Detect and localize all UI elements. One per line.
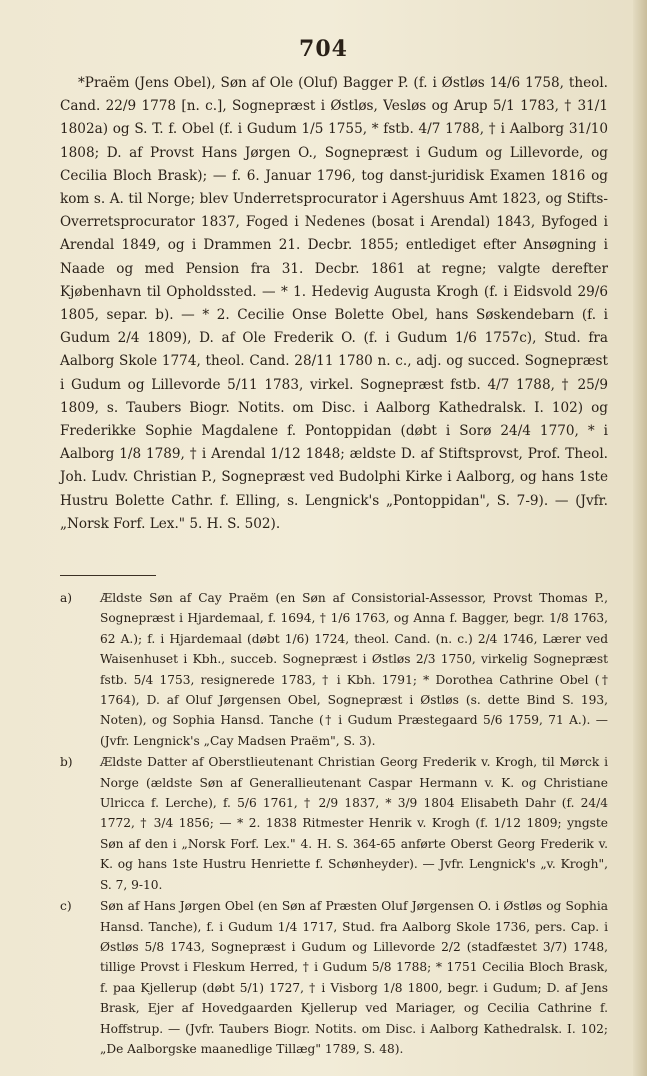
footnote-a bbox=[60, 588, 608, 751]
footnote-text: Ældste Datter af Oberstlieutenant Christian Georg Frederik v. Krogh, til Mørck i Norge (ældste Søn af Generallieutenant Caspar Hermann v. K. og Christiane Ulricca f. Lerche), f. 5/6 1761, † 2/9 1837, * 3/9 1804 Elisabeth Dahr (f. 24/4 1772, † 3/4 1856; — * 2. 1838 Ritmester Henrik v. Krogh (f. 1/12 1809; yngste Søn af den i „Norsk Forf. Lex." 4. H. S. 364-65 anførte Oberst Georg Frederik v. K. og hans 1ste Hustru Henriette f. Schønheyder). — Jvfr. Lengnick's „v. Krogh", S. 7, 9-10. bbox=[100, 755, 608, 892]
footnote-label: c) bbox=[60, 899, 72, 914]
footnote-text: Søn af Hans Jørgen Obel (en Søn af Præsten Oluf Jørgensen O. i Østløs og Sophia Hansd. Tanche), f. i Gudum 1/4 1717, Stud. fra Aalborg Skole 1736, pers. Cap. i Østløs 5/8 1743, Sognepræst i Gudum og Lillevorde 2/2 (stadfæstet 3/7) 1748, tillige Provst i Fleskum Herred, † i Gudum 5/8 1788; * 1751 Cecilia Bloch Brask, f. paa Kjellerup (døbt 5/1) 1727, † i Visborg 1/8 1800, begr. i Gudum; D. af Jens Brask, Ejer af Hovedgaarden Kjellerup ved Mariager, og Cecilia Cathrine f. Hoffstrup. — (Jvfr. Taubers Biogr. Notits. om Disc. i Aalborg Kathedralsk. I. 102; „De Aalborgske maanedlige Tillæg" 1789, S. 48). bbox=[100, 899, 608, 1056]
footnote-label: a) bbox=[60, 591, 73, 605]
footnotes bbox=[60, 588, 608, 1060]
main-entry bbox=[60, 72, 608, 536]
page-number: 704 bbox=[299, 36, 348, 62]
footnote-b bbox=[60, 752, 608, 895]
page-edge bbox=[633, 0, 647, 1076]
footnote-c bbox=[60, 896, 608, 1059]
footnote-text: Ældste Søn af Cay Praëm (en Søn af Consistorial-Assessor, Provst Thomas P., Sognepræst i Hjardemaal, f. 1694, † 1/6 1763, og Anna f. Bagger, begr. 1/8 1763, 62 A.); f. i Hjardemaal (døbt 1/6) 1724, theol. Cand. (n. c.) 2/4 1746, Lærer ved Waisenhuset i Kbh., succeb. Sognepræst i Østløs 2/3 1750, virkelig Sognepræst fstb. 5/4 1753, resignerede 1783, † i Kbh. 1791; * Dorothea Cathrine Obel († 1764), D. af Oluf Jørgensen Obel, Sognepræst i Østløs (s. dette Bind S. 193, Noten), og Sophia Hansd. Tanche († i Gudum Præstegaard 5/6 1759, 71 A.). — (Jvfr. Lengnick's „Cay Madsen Praëm", S. 3). bbox=[100, 591, 608, 748]
footnote-label: b) bbox=[60, 755, 73, 770]
footnote-divider bbox=[60, 575, 156, 576]
main-entry-paragraph: *Praëm (Jens Obel), Søn af Ole (Oluf) Bagger P. (f. i Østløs 14/6 1758, theol. Cand. 22/9 1778 [n. c.], Sognepræst i Østløs, Vesløs og Arup 5/1 1783, † 31/1 1802a) og S. T. f. Obel (f. i Gudum 1/5 1755, * fstb. 4/7 1788, † i Aalborg 31/10 1808; D. af Provst Hans Jørgen O., Sognepræst i Gudum og Lillevorde, og Cecilia Bloch Brask); — f. 6. Januar 1796, tog danst-juridisk Examen 1816 og kom s. A. til Norge; blev Underretsprocurator i Agershuus Amt 1823, og Stifts-Overretsprocurator 1837, Foged i Nedenes (bosat i Arendal) 1843, Byfoged i Arendal 1849, og i Drammen 21. Decbr. 1855; entlediget efter Ansøgning i Naade og med Pension fra 31. Decbr. 1861 at regne; valgte derefter Kjøbenhavn til Opholdssted. — * 1. Hedevig Augusta Krogh (f. i Eidsvold 29/6 1805, separ. b). — * 2. Cecilie Onse Bolette Obel, hans Søskendebarn (f. i Gudum 2/4 1809), D. af Ole Frederik O. (f. i Gudum 1/6 1757c), Stud. fra Aalborg Skole 1774, theol. Cand. 28/11 1780 n. c., adj. og succed. Sognepræst i Gudum og Lillevorde 5/11 1783, virkel. Sognepræst fstb. 4/7 1788, † 25/9 1809, s. Taubers Biogr. Notits. om Disc. i Aalborg Kathedralsk. I. 102) og Frederikke Sophie Magdalene f. Pontoppidan (døbt i Sorø 24/4 1770, * i Aalborg 1/8 1789, † i Arendal 1/12 1848; ældste D. af Stiftsprovst, Prof. Theol. Joh. Ludv. Christian P., Sognepræst ved Budolphi Kirke i Aalborg, og hans 1ste Hustru Bolette Cathr. f. Elling, s. Lengnick's „Pontoppidan", S. 7-9). — (Jvfr. „Norsk Forf. Lex." 5. H. S. 502). bbox=[60, 75, 608, 532]
